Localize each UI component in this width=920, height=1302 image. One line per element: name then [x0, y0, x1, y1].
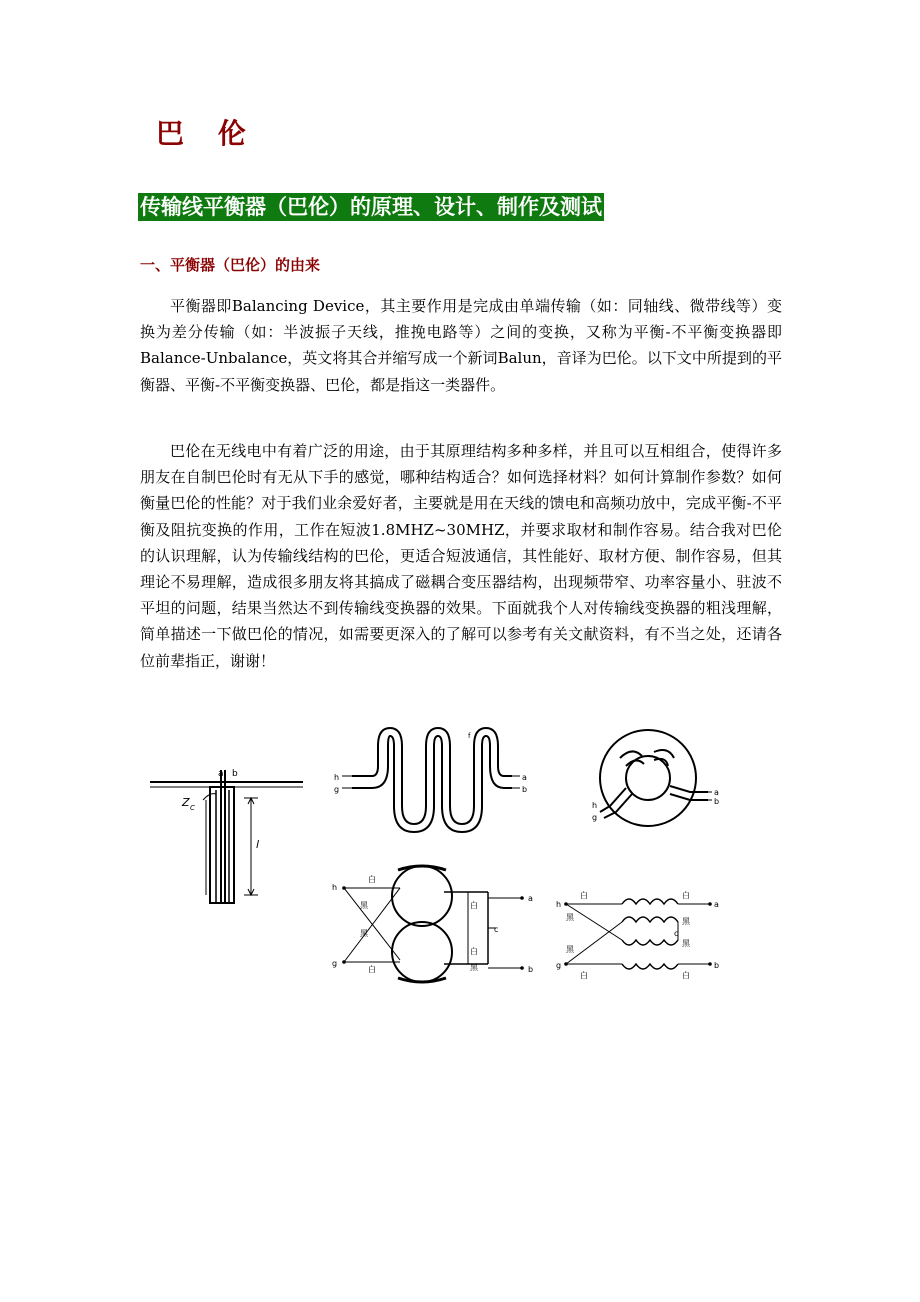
- label-f: f: [468, 732, 471, 740]
- title-banner: 传输线平衡器（巴伦）的原理、设计、制作及测试: [140, 195, 602, 219]
- label-white-1: 白: [580, 891, 588, 900]
- label-white-3: 白: [580, 971, 588, 980]
- toroid-balun-figure: [570, 716, 730, 836]
- binocular-balun-figure: [326, 858, 546, 988]
- label-a: a: [528, 894, 533, 903]
- label-white-2: 白: [368, 965, 376, 974]
- label-black-2: 黑: [360, 929, 368, 938]
- label-b: b: [714, 797, 720, 806]
- label-h: h: [332, 883, 338, 892]
- label-g: g: [334, 785, 340, 794]
- label-b: b: [714, 961, 720, 970]
- label-b: b: [232, 769, 238, 779]
- label-a: a: [522, 773, 527, 782]
- label-c: c: [674, 929, 679, 938]
- paragraph-usage: 巴伦在无线电中有着广泛的用途，由于其原理结构多种多样，并且可以互相组合，使得许多朋友在自制巴伦时有无从下手的感觉，哪种结构适合？如何选择材料？如何计算制作参数？如何衡量巴伦的性能？对于我们业余爱好者，主要就是用在天线的馈电和高频功放中，完成平衡-不平衡及阻抗变换的作用，工作在短波1.8MHZ~30MHZ，并要求取材和制作容易。结合我对巴伦的认识理解，认为传输线结构的巴伦，更适合短波通信，其性能好、取材方便、制作容易，但其理论不易理解，造成很多朋友将其搞成了磁耦合变压器结构，出现频带窄、功率容量小、驻波不平坦的问题，结果当然达不到传输线变换器的效果。下面就我个人对传输线变换器的粗浅理解，简单描述一下做巴伦的情况，如需要更深入的了解可以参考有关文献资料，有不当之处，还请各位前辈指正，谢谢！: [140, 442, 782, 670]
- label-white-4: 白: [470, 947, 478, 956]
- page-title: 巴 伦: [156, 117, 258, 150]
- label-black-3: 黑: [470, 963, 478, 972]
- label-b: b: [528, 965, 534, 974]
- label-black-3: 黑: [682, 917, 690, 926]
- label-h: h: [556, 900, 562, 909]
- label-white-3: 白: [470, 901, 478, 910]
- label-a: a: [714, 900, 719, 909]
- label-c: c: [494, 925, 499, 934]
- label-white-4: 白: [682, 971, 690, 980]
- label-white-1: 白: [368, 875, 376, 884]
- label-g: g: [556, 961, 562, 970]
- label-h: h: [334, 773, 340, 782]
- label-a: a: [714, 788, 719, 797]
- label-b: b: [522, 785, 528, 794]
- label-h: h: [592, 801, 598, 810]
- label-a: a: [218, 769, 224, 779]
- label-black-2: 黑: [566, 945, 574, 954]
- label-black-1: 黑: [566, 913, 574, 922]
- paragraph-intro: 平衡器即Balancing Device，其主要作用是完成由单端传输（如：同轴线、微带线等）变换为差分传输（如：半波振子天线，推挽电路等）之间的变换，又称为平衡-不平衡变换器即Balance-Unbalance，英文将其合并缩写成一个新词Balun，音译为巴伦。以下文中所提到的平衡器、平衡-不平衡变换器、巴伦，都是指这一类器件。: [140, 297, 782, 394]
- label-zc-sub: C: [190, 804, 195, 812]
- label-l: l: [256, 838, 260, 851]
- label-white-2: 白: [682, 891, 690, 900]
- label-g: g: [592, 813, 598, 822]
- coax-stub-figure: [148, 760, 308, 910]
- section-heading: 一、平衡器（巴伦）的由来: [140, 256, 321, 274]
- coil-balun-figure: [332, 716, 532, 836]
- label-black-4: 黑: [682, 939, 690, 948]
- label-g: g: [332, 959, 338, 968]
- label-zc: Z: [182, 796, 190, 809]
- balun-schematic-figure: [552, 876, 722, 986]
- label-black-1: 黑: [360, 901, 368, 910]
